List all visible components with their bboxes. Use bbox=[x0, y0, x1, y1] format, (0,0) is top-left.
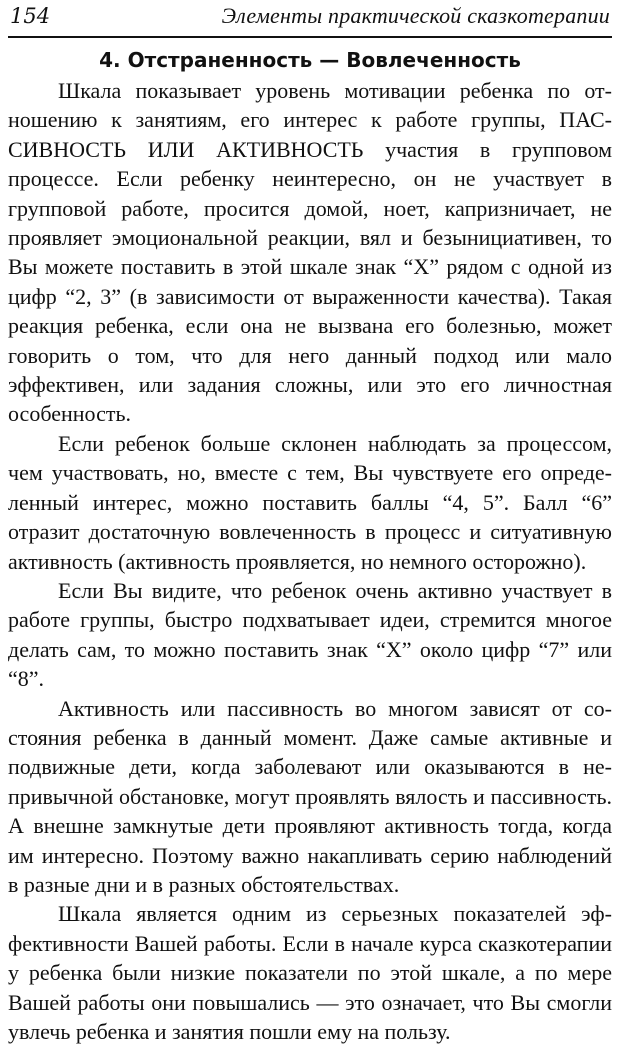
paragraph-effectiveness: Шкала является одним из серьезных показателей эффективности Вашей работы. Если в начале курса сказкотерапии у ребенка были низкие показатели по этой шкале, а по мере Вашей работы они повышались — это означает, что Вы смогли увлечь ребенка и занятия пошли ему на пользу. bbox=[8, 901, 612, 1044]
body-text bbox=[8, 76, 612, 1046]
paragraph-observer: Если ребенок больше склонен наблюдать за процессом, чем участвовать, но, вместе с тем, Вы чувствуете его определенный интерес, можно поставить баллы “4, 5”. Балл “6” отразит достаточную вовлеченность в процесс и ситуативную активность (активность проявляется, но немного осторожно). bbox=[8, 430, 612, 574]
paragraph-scale-description: Шкала показывает уровень мотивации ребенка по отношению к занятиям, его интерес к работе группы, ПАССИВНОСТЬ ИЛИ АКТИВНОСТЬ участия в групповом процессе. Если ребенку неинтересно, он не участвует в групповой работе, просится домой, ноет, капризничает, не проявляет эмоциональной реакции, вял и безынициативен, то Вы можете поставить в этой шкале знак “X” рядом с одной из цифр “2, 3” (в зависимости от выраженности качества). Такая реакция ребенка, если она не вызвана его болезнью, может говорить о том, что для него данный подход или мало эффективен, или задания сложны, или это его личностная особенность. bbox=[8, 78, 612, 427]
section-heading: 4. Отстраненность — Вовлеченность bbox=[99, 48, 521, 72]
paragraph-state-dependence: Активность или пассивность во многом зависят от состояния ребенка в данный момент. Даже самые активные и подвижные дети, когда заболевают или оказываются в непривычной обстановке, могут проявлять вялость и пассивность. А внешне замкнутые дети проявляют активность тогда, когда им интересно. Поэтому важно накапливать серию наблюдений в разные дни и в разных обстоятельствах. bbox=[8, 695, 612, 897]
running-header bbox=[8, 0, 612, 38]
paragraph-active: Если Вы видите, что ребенок очень активно участвует в работе группы, быстро подхватывает идеи, стремится многое делать сам, то можно поставить знак “X” около цифр “7” или “8”. bbox=[8, 577, 612, 692]
running-title: Элементы практической сказкотерапии bbox=[221, 3, 610, 28]
page-number: 154 bbox=[10, 4, 51, 28]
